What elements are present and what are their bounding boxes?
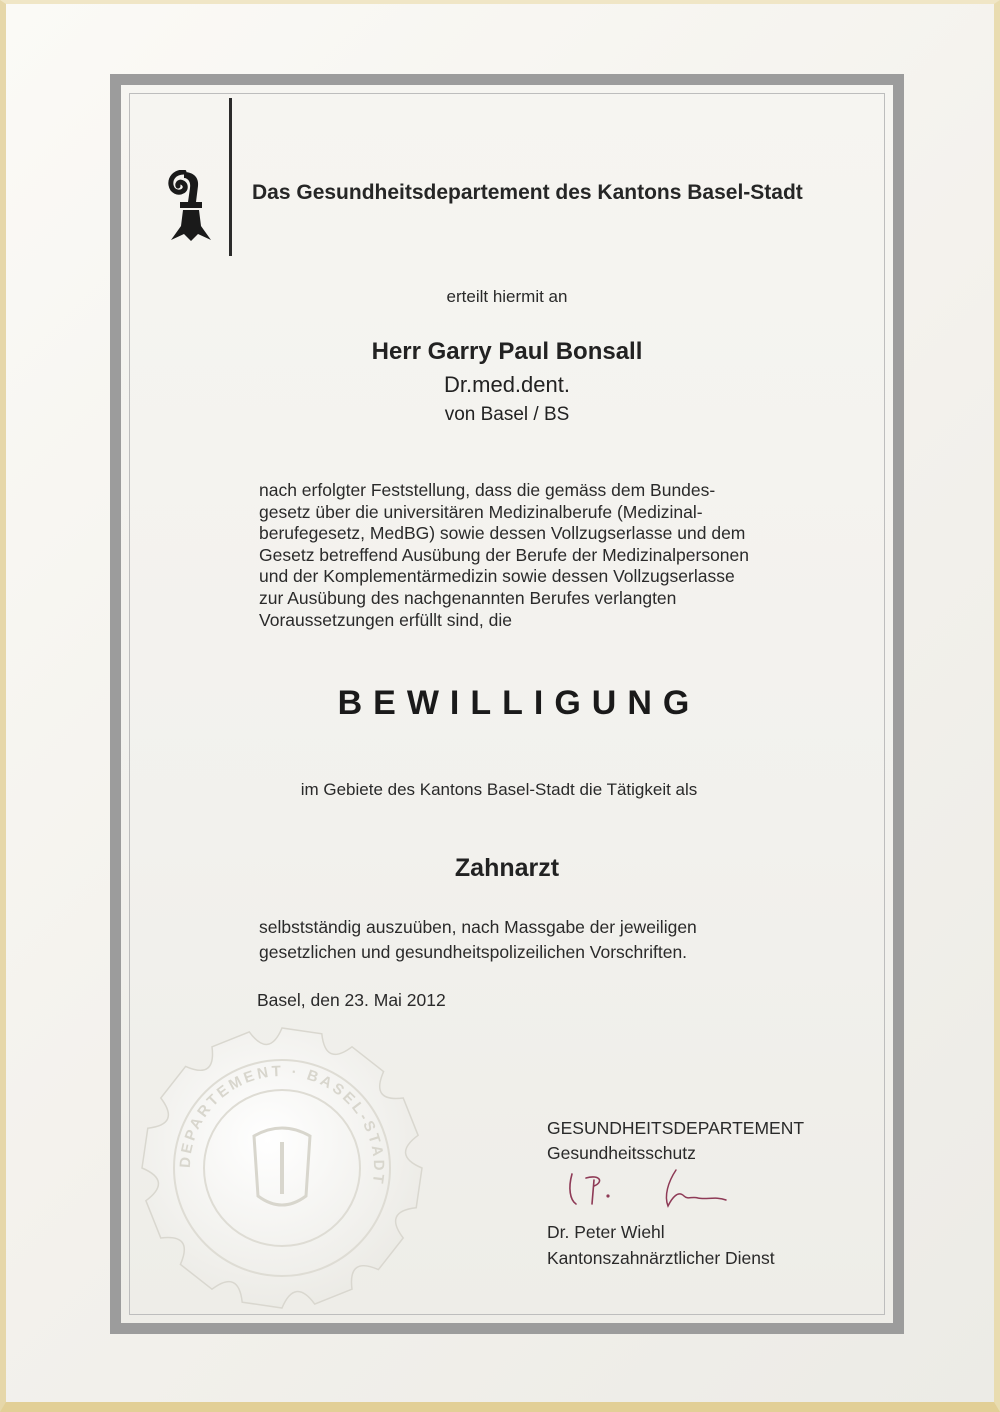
signatory-role: Kantonszahnärztlicher Dienst — [547, 1248, 775, 1268]
paragraph-line: Gesetz betreffend Ausübung der Berufe der Medizinalpersonen — [259, 544, 749, 565]
intro-line: erteilt hiermit an — [446, 287, 568, 306]
paragraph-line: zur Ausübung des nachgenannten Berufes verlangten — [259, 587, 677, 608]
paragraph-line: Voraussetzungen erfüllt sind, die — [259, 609, 512, 630]
conditions-line: gesetzlichen und gesundheitspolizeilichen Vorschriften. — [259, 942, 688, 962]
conditions-paragraph — [259, 915, 819, 965]
seal-ring-text: DEPARTEMENT · BASEL-STADT — [176, 1062, 388, 1188]
header-divider — [229, 98, 232, 256]
department-title: Das Gesundheitsdepartement des Kantons Basel-Stadt — [252, 181, 803, 204]
recipient-title: Dr.med.dent. — [444, 372, 570, 397]
profession: Zahnarzt — [454, 854, 560, 882]
signatory-org: GESUNDHEITSDEPARTEMENT — [547, 1118, 805, 1138]
signature-mark — [560, 1160, 740, 1220]
recipient-origin: von Basel / BS — [444, 404, 570, 425]
scope-line: im Gebiete des Kantons Basel-Stadt die Tätigkeit als — [300, 780, 698, 799]
baselstab-crest-icon — [168, 170, 214, 242]
embossed-seal-icon — [132, 1018, 432, 1318]
paragraph-line: nach erfolgter Feststellung, dass die gemäss dem Bundes- — [259, 480, 716, 500]
certificate-heading: BEWILLIGUNG — [337, 684, 701, 722]
paragraph-line: und der Komplementärmedizin sowie dessen Vollzugserlasse — [259, 566, 735, 587]
recipient-name: Herr Garry Paul Bonsall — [371, 338, 643, 365]
conditions-line: selbstständig auszuüben, nach Massgabe der jeweiligen — [259, 917, 697, 937]
paragraph-line: gesetz über die universitären Medizinalberufe (Medizinal- — [259, 501, 703, 522]
signatory-name: Dr. Peter Wiehl — [547, 1222, 665, 1242]
date-line: Basel, den 23. Mai 2012 — [257, 990, 446, 1010]
legal-paragraph — [259, 480, 819, 631]
paragraph-line: berufegesetz, MedBG) sowie dessen Vollzugserlasse und dem — [259, 523, 746, 544]
signatory-unit: Gesundheitsschutz — [547, 1143, 696, 1163]
